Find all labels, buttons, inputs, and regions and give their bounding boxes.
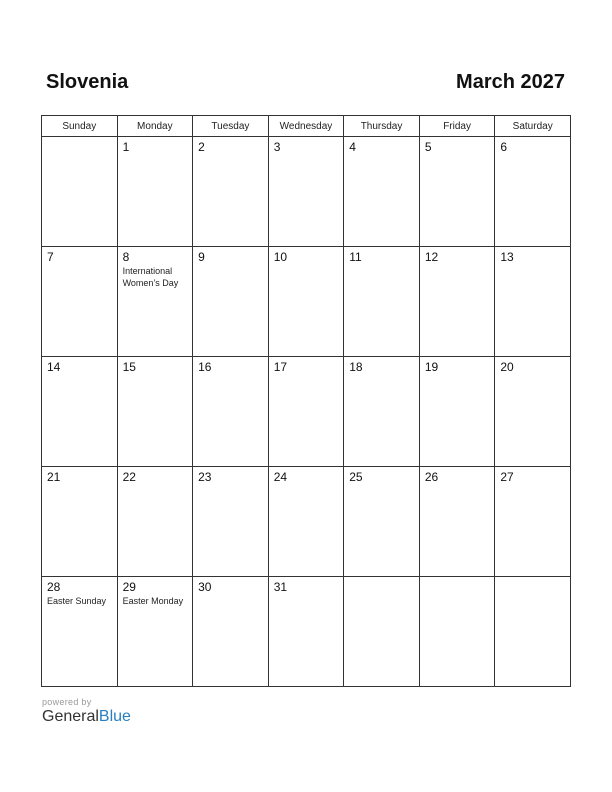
day-number: 26	[424, 470, 439, 484]
day-cell	[193, 577, 269, 687]
generalblue-logo[interactable]	[42, 707, 131, 727]
day-number: 19	[424, 360, 439, 374]
day-cell	[419, 577, 495, 687]
day-number: 23	[198, 470, 212, 484]
day-cell	[344, 467, 420, 577]
weekday-header-row	[42, 116, 571, 137]
month-title: March 2027	[456, 71, 565, 93]
day-cell	[419, 467, 495, 577]
day-cell	[344, 357, 420, 467]
day-number: 16	[198, 360, 212, 374]
day-number: 1	[122, 140, 130, 154]
day-cell	[193, 467, 269, 577]
day-number: 28	[47, 580, 61, 594]
day-number: 4	[349, 140, 356, 154]
day-cell	[193, 247, 269, 357]
week-row	[42, 357, 571, 467]
day-number: 5	[424, 140, 432, 154]
day-number: 30	[198, 580, 212, 594]
day-cell	[193, 137, 269, 247]
week-row	[42, 467, 571, 577]
day-number: 9	[198, 250, 205, 264]
day-cell	[268, 357, 344, 467]
day-number: 7	[47, 250, 54, 264]
day-cell	[419, 137, 495, 247]
day-cell	[42, 247, 118, 357]
day-number: 2	[198, 140, 205, 154]
day-cell	[268, 467, 344, 577]
weekday-header: Thursday	[344, 116, 420, 137]
day-cell	[117, 247, 193, 357]
day-cell	[42, 357, 118, 467]
day-cell	[117, 467, 193, 577]
weekday-header: Wednesday	[268, 116, 344, 137]
day-number: 18	[349, 360, 363, 374]
logo-general-text: General	[42, 708, 99, 725]
week-row	[42, 577, 571, 687]
day-cell	[495, 137, 571, 247]
day-number: 3	[273, 140, 281, 154]
weekday-header: Sunday	[42, 116, 118, 137]
day-cell	[344, 137, 420, 247]
weekday-header: Saturday	[495, 116, 571, 137]
day-cell	[268, 577, 344, 687]
day-cell	[495, 467, 571, 577]
holiday-label: International Women’s Day	[122, 266, 179, 288]
day-cell	[117, 577, 193, 687]
weekday-header: Monday	[117, 116, 193, 137]
day-cell	[117, 357, 193, 467]
day-cell	[42, 577, 118, 687]
day-number: 29	[122, 580, 136, 594]
day-number: 17	[273, 360, 288, 374]
day-cell	[419, 357, 495, 467]
country-title: Slovenia	[46, 71, 129, 93]
footer-branding	[42, 697, 131, 727]
day-cell	[268, 247, 344, 357]
day-cell	[42, 137, 118, 247]
holiday-label: Easter Monday	[122, 596, 184, 606]
calendar-grid	[41, 115, 571, 687]
powered-by-text: powered by	[42, 697, 92, 707]
weekday-header: Tuesday	[193, 116, 269, 137]
day-cell	[193, 357, 269, 467]
day-cell	[495, 247, 571, 357]
day-cell	[495, 577, 571, 687]
day-number: 24	[273, 470, 288, 484]
day-cell	[268, 137, 344, 247]
day-number: 25	[349, 470, 363, 484]
day-number: 22	[122, 470, 136, 484]
day-number: 13	[500, 250, 514, 264]
day-cell	[344, 577, 420, 687]
day-number: 6	[500, 140, 508, 154]
day-number: 31	[273, 580, 288, 594]
day-number: 20	[500, 360, 514, 374]
week-row	[42, 247, 571, 357]
day-number: 11	[349, 250, 362, 264]
day-cell	[117, 137, 193, 247]
day-number: 14	[47, 360, 61, 374]
day-number: 15	[122, 360, 136, 374]
day-number: 8	[122, 250, 130, 264]
day-number: 27	[500, 470, 514, 484]
day-cell	[42, 467, 118, 577]
day-number: 12	[424, 250, 439, 264]
logo-blue-text: Blue	[98, 708, 131, 725]
day-cell	[495, 357, 571, 467]
day-number: 21	[47, 470, 61, 484]
day-cell	[344, 247, 420, 357]
weekday-header: Friday	[419, 116, 495, 137]
holiday-label: Easter Sunday	[47, 596, 107, 606]
day-cell	[419, 247, 495, 357]
week-row	[42, 137, 571, 247]
day-number: 10	[273, 250, 288, 264]
